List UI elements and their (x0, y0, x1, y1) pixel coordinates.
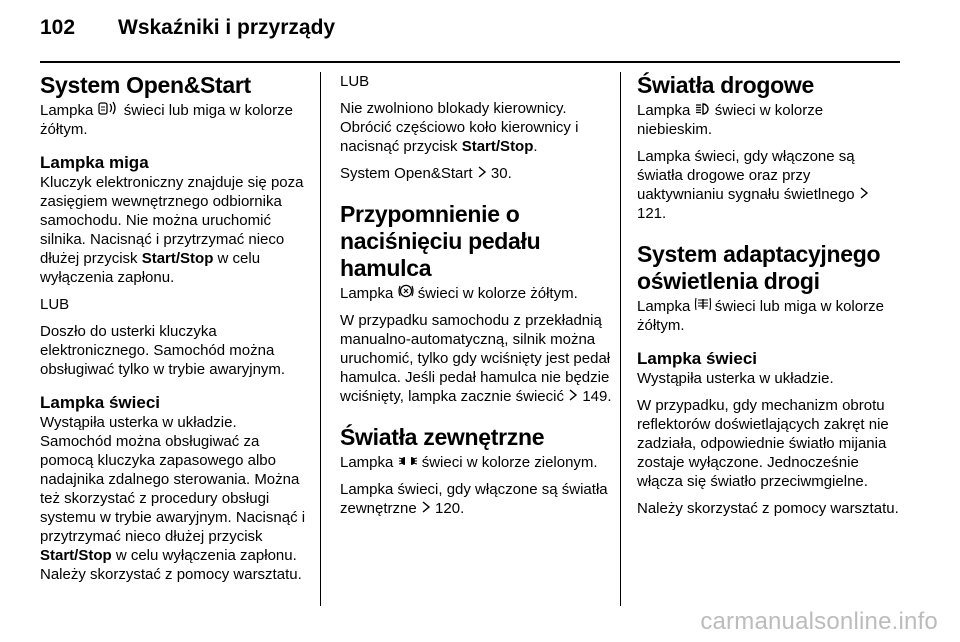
paragraph (637, 147, 901, 223)
text: w celu wyłączenia zapłonu. Należy skorzystać z pomocy warsztatu. (40, 547, 302, 583)
page-reference-icon (859, 187, 869, 202)
start-stop-label: Start/Stop (40, 547, 112, 564)
text: w celu wyłączenia zapłonu. (40, 250, 261, 286)
heading-lampka-swieci: Lampka świeci (40, 393, 161, 412)
high-beam-icon (695, 103, 711, 118)
brake-pedal-icon (398, 284, 414, 301)
page-reference[interactable]: 149. (582, 388, 612, 405)
column-1 (40, 72, 312, 592)
page-reference[interactable]: 121. (637, 205, 667, 222)
text: Wystąpiła usterka w układzie. Samochód można obsługiwać za pomocą kluczyka zapasowego albo nadajnika zdalnego sterowania. Można też skorzystać z procedury obsługi systemu w trybie awaryjnym. Nacisnąć i przytrzymać nieco dłużej przycisk (40, 414, 306, 545)
paragraph (637, 297, 901, 335)
paragraph: LUB (40, 296, 70, 313)
column-3 (637, 72, 901, 526)
paragraph (340, 284, 612, 303)
text: . (533, 138, 538, 155)
text: Lampka (637, 298, 695, 315)
text: W przypadku samochodu z przekładnią manualno-automatyczną, silnik można uruchomić, tylko gdy wciśnięty jest pedał hamulca. Jeśli pedał hamulca nie będzie wciśnięty, lampka zacznie świecić (340, 312, 611, 405)
heading-open-start: System Open&Start (40, 72, 251, 98)
page-reference-icon (421, 501, 431, 516)
paragraph (40, 101, 312, 139)
page-reference[interactable]: 30. (490, 165, 512, 182)
exterior-lights-icon (398, 455, 418, 470)
text: Lampka świeci, gdy włączone są światła zewnętrzne (340, 481, 608, 517)
paragraph: Wystąpiła usterka w układzie. (637, 370, 834, 387)
heading-swiatla-zewnetrzne: Światła zewnętrzne (340, 424, 545, 450)
column-divider-2 (620, 72, 621, 606)
text: świeci lub miga w kolorze żółtym. (637, 298, 884, 334)
paragraph (637, 101, 901, 139)
text: Lampka (340, 285, 398, 302)
page-reference-icon (568, 389, 578, 404)
heading-lampka-swieci: Lampka świeci (637, 349, 758, 368)
text: Lampka (637, 102, 695, 119)
text: Nie zwolniono blokady kierownicy. Obrócić częściowo koło kierownicy i nacisnąć przycisk (340, 100, 579, 155)
paragraph (340, 164, 612, 183)
paragraph: Doszło do usterki kluczyka elektronicznego. Samochód można obsługiwać tylko w trybie awaryjnym. (40, 323, 286, 378)
start-stop-label: Start/Stop (141, 250, 214, 267)
page-number: 102 (40, 16, 76, 39)
page-header (40, 16, 900, 56)
heading-swiatla-drogowe: Światła drogowe (637, 72, 814, 98)
text: świeci w kolorze niebieskim. (637, 102, 824, 138)
paragraph (40, 173, 312, 287)
paragraph (340, 99, 612, 156)
text: Lampka (40, 102, 98, 119)
paragraph (340, 480, 612, 518)
text: System Open&Start (340, 165, 477, 182)
heading-system-adaptacyjnego: System adaptacyjnego oświetlenia drogi (637, 241, 881, 294)
start-stop-label: Start/Stop (461, 138, 534, 155)
text: świeci lub miga w kolorze żółtym. (40, 102, 293, 138)
text: Lampka świeci, gdy włączone są światła drogowe oraz przy uaktywnianiu sygnału świetlnego (637, 148, 859, 203)
paragraph (40, 413, 312, 584)
page-reference-icon (477, 166, 487, 181)
key-signal-icon (98, 101, 120, 118)
paragraph (340, 453, 612, 472)
adaptive-headlight-icon (695, 297, 711, 314)
paragraph (340, 311, 612, 406)
page-reference[interactable]: 120. (435, 500, 465, 517)
column-divider-1 (320, 72, 321, 606)
paragraph: LUB (340, 73, 370, 90)
text: świeci w kolorze żółtym. (413, 285, 578, 302)
watermark: carmanualsonline.info (700, 608, 938, 635)
text: Lampka (340, 454, 398, 471)
text: Kluczyk elektroniczny znajduje się poza zasięgiem wewnętrznego odbiornika samochodu. Nie można uruchomić silnika. Nacisnąć i przytrzymać nieco dłużej przycisk (40, 174, 304, 267)
text: świeci w kolorze zielonym. (417, 454, 598, 471)
paragraph: W przypadku, gdy mechanizm obrotu reflektorów doświetlających zakręt nie zadziała, odpowiednie światło mijania zostaje wyłączone. Jednocześnie włącza się światło przeciwmgielne. (637, 397, 889, 490)
header-rule (40, 61, 900, 63)
running-title: Wskaźniki i przyrządy (118, 16, 336, 39)
column-2 (340, 72, 612, 526)
heading-lampka-miga: Lampka miga (40, 153, 149, 172)
paragraph: Należy skorzystać z pomocy warsztatu. (637, 500, 899, 517)
heading-przypomnienie: Przypomnienie o naciśnięciu pedału hamulca (340, 201, 541, 281)
